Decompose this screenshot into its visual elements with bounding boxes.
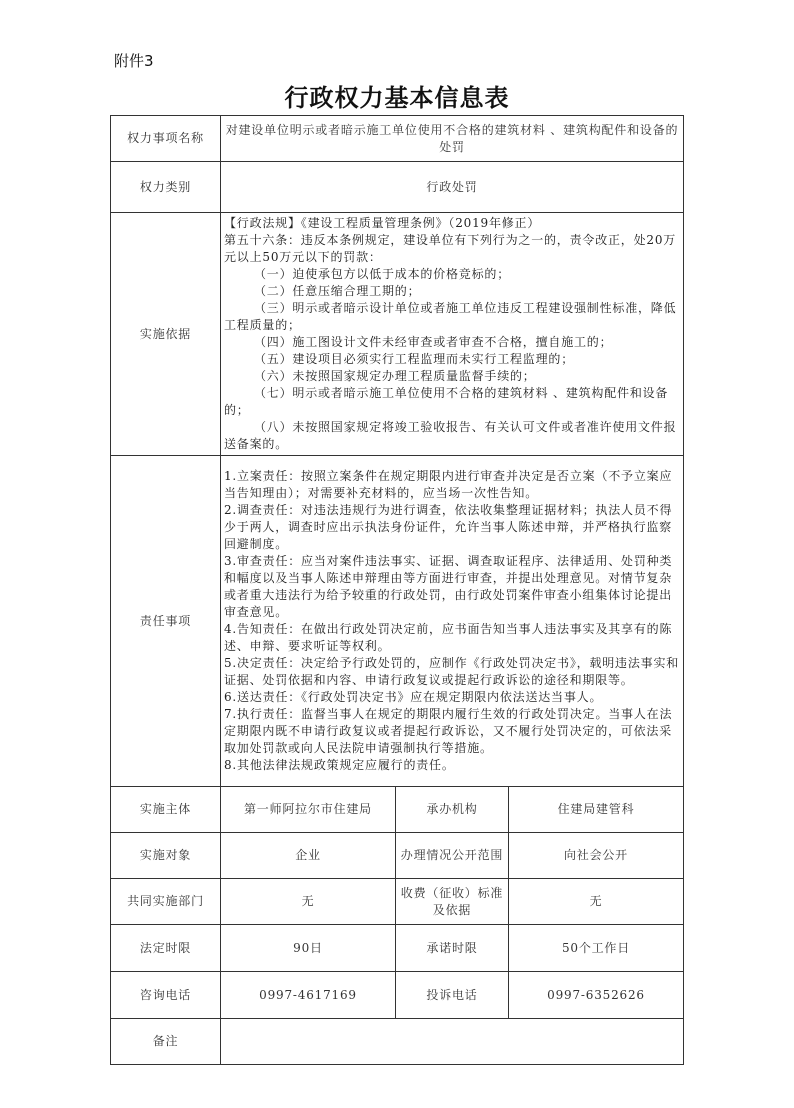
table-row-joint (111, 879, 684, 925)
label-remarks: 备注 (111, 1019, 221, 1065)
label-responsibility: 责任事项 (111, 456, 221, 787)
table-row-phone (111, 972, 684, 1019)
info-table (110, 115, 684, 1065)
value-subject: 第一师阿拉尔市住建局 (221, 787, 396, 833)
basis-line: （五）建设项目必须实行工程监理而未实行工程监理的； (254, 352, 575, 366)
table-row-category (111, 162, 684, 213)
table-row-basis (111, 213, 684, 456)
value-disclosure-scope: 向社会公开 (509, 833, 684, 879)
value-target: 企业 (221, 833, 396, 879)
value-legal-time-limit: 90日 (221, 925, 396, 972)
page-title: 行政权力基本信息表 (284, 83, 510, 112)
label-consult-phone: 咨询电话 (111, 972, 221, 1019)
value-consult-phone: 0997-4617169 (221, 972, 396, 1019)
value-basis (221, 213, 684, 456)
label-fee-standard: 收费（征收）标准及依据 (396, 879, 509, 925)
value-category: 行政处罚 (221, 162, 684, 213)
responsibility-line: 4.告知责任：在做出行政处罚决定前，应书面告知当事人违法事实及其享有的陈述、申辩、要求听证等权利。 (224, 622, 673, 653)
table-row-name (111, 116, 684, 162)
responsibility-line: 2.调查责任：对违法违规行为进行调查，依法收集整理证据材料；执法人员不得少于两人，调查时应出示执法身份证件，允许当事人陈述申辩，并严格执行监察回避制度。 (224, 503, 673, 551)
value-name: 对建设单位明示或者暗示施工单位使用不合格的建筑材料 、建筑构配件和设备的处罚 (221, 116, 684, 162)
responsibility-line: 3.审查责任：应当对案件违法事实、证据、调查取证程序、法律适用、处罚种类和幅度以及当事人陈述申辩理由等方面进行审查，并提出处理意见。对情节复杂或者重大违法行为给予较重的行政处罚，由行政处罚案件审查小组集体讨论提出审查意见。 (224, 554, 673, 619)
value-complaint-phone: 0997-6352626 (509, 972, 684, 1019)
table-row-target (111, 833, 684, 879)
label-name: 权力事项名称 (111, 116, 221, 162)
responsibility-line: 5.决定责任：决定给予行政处罚的，应制作《行政处罚决定书》，载明违法事实和证据、处罚依据和内容、申请行政复议或提起行政诉讼的途径和期限等。 (224, 656, 680, 687)
basis-line: 第五十六条：违反本条例规定，建设单位有下列行为之一的，责令改正，处20万元以上50万元以下的罚款： (224, 233, 677, 264)
label-disclosure-scope: 办理情况公开范围 (396, 833, 509, 879)
value-undertaking-org: 住建局建管科 (509, 787, 684, 833)
label-category: 权力类别 (111, 162, 221, 213)
responsibility-line: 8.其他法律法规政策规定应履行的责任。 (224, 758, 455, 772)
responsibility-line: 1.立案责任：按照立案条件在规定期限内进行审查并决定是否立案（不予立案应当告知理由）；对需要补充材料的，应当场一次性告知。 (224, 469, 673, 500)
table-row-time-limit (111, 925, 684, 972)
basis-line: （六）未按照国家规定办理工程质量监督手续的； (254, 369, 536, 383)
table-row-responsibility (111, 456, 684, 787)
label-complaint-phone: 投诉电话 (396, 972, 509, 1019)
label-undertaking-org: 承办机构 (396, 787, 509, 833)
label-promised-time-limit: 承诺时限 (396, 925, 509, 972)
table-row-subject (111, 787, 684, 833)
basis-line: 【行政法规】《建设工程质量管理条例》（2019年修正） (224, 216, 541, 230)
label-joint-dept: 共同实施部门 (111, 879, 221, 925)
label-target: 实施对象 (111, 833, 221, 879)
value-promised-time-limit: 50个工作日 (509, 925, 684, 972)
label-basis: 实施依据 (111, 213, 221, 456)
value-joint-dept: 无 (221, 879, 396, 925)
responsibility-line: 7.执行责任：监督当事人在规定的期限内履行生效的行政处罚决定。当事人在法定期限内既不申请行政复议或者提起行政诉讼，又不履行处罚决定的，可依法采取加处罚款或向人民法院申请强制执行等措施。 (224, 707, 673, 755)
table-row-remarks (111, 1019, 684, 1065)
basis-line: （七）明示或者暗示施工单位使用不合格的建筑材料 、建筑构配件和设备的； (224, 386, 669, 417)
label-legal-time-limit: 法定时限 (111, 925, 221, 972)
basis-line: （八）未按照国家规定将竣工验收报告、有关认可文件或者准许使用文件报送备案的。 (224, 420, 677, 451)
basis-line: （一）迫使承包方以低于成本的价格竞标的； (254, 267, 511, 281)
basis-line: （二）任意压缩合理工期的； (254, 284, 421, 298)
basis-line: （四）施工图设计文件未经审查或者审查不合格，擅自施工的； (254, 335, 613, 349)
basis-line: （三）明示或者暗示设计单位或者施工单位违反工程建设强制性标准，降低工程质量的； (224, 301, 677, 332)
value-fee-standard: 无 (509, 879, 684, 925)
value-remarks (221, 1019, 684, 1065)
value-responsibility (221, 456, 684, 787)
label-subject: 实施主体 (111, 787, 221, 833)
responsibility-line: 6.送达责任：《行政处罚决定书》应在规定期限内依法送达当事人。 (224, 690, 603, 704)
attachment-label: 附件3 (114, 52, 154, 70)
